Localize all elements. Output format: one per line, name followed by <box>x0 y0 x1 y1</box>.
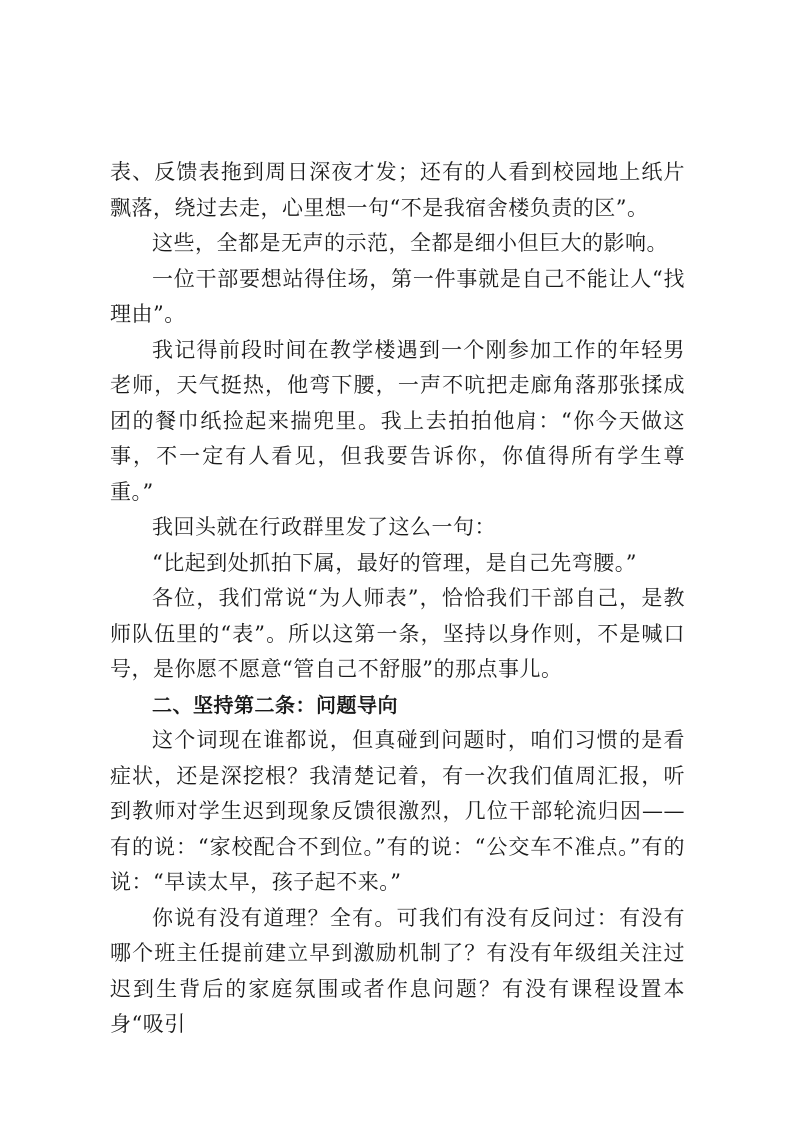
paragraph-continuation: 表、反馈表拖到周日深夜才发；还有的人看到校园地上纸片飘落，绕过去走，心里想一句“不是我宿舍楼负责的区”。 <box>110 160 685 220</box>
section-heading-problem-oriented: 二、坚持第二条：问题导向 <box>152 692 398 717</box>
paragraph-silent-example: 这些，全都是无声的示范，全都是细小但巨大的影响。 <box>152 231 668 255</box>
paragraph-reflection-questions: 你说有没有道理？全有。可我们有没有反问过：有没有哪个班主任提前建立早到激励机制了？有没有年级组关注过迟到生背后的家庭氛围或者作息问题？有没有课程设置本身“吸引 <box>110 905 685 1036</box>
paragraph-admin-group: 我回头就在行政群里发了这么一句： <box>152 515 496 539</box>
document-body <box>110 155 685 1043</box>
paragraph-cadre-standing: 一位干部要想站得住场，第一件事就是自己不能让人“找理由”。 <box>110 266 685 326</box>
paragraph-symptom-or-root: 这个词现在谁都说，但真碰到问题时，咱们习惯的是看症状，还是深挖根？我清楚记着，有一次我们值周汇报，听到教师对学生迟到现象反馈很激烈，几位干部轮流归因——有的说：“家校配合不到位。”有的说：“公交车不准点。”有的说：“早读太早，孩子起不来。” <box>110 728 685 894</box>
paragraph-lead-by-example: 各位，我们常说“为人师表”，恰恰我们干部自己，是教师队伍里的“表”。所以这第一条，坚持以身作则，不是喊口号，是你愿不愿意“管自己不舒服”的那点事儿。 <box>110 586 685 681</box>
paragraph-young-teacher-story: 我记得前段时间在教学楼遇到一个刚参加工作的年轻男老师，天气挺热，他弯下腰，一声不吭把走廊角落那张揉成团的餐巾纸捡起来揣兜里。我上去拍拍他肩：“你今天做这事，不一定有人看见，但我要告诉你，你值得所有学生尊重。” <box>110 337 685 504</box>
paragraph-quote-bend-down: “比起到处抓拍下属，最好的管理，是自己先弯腰。” <box>152 550 637 575</box>
